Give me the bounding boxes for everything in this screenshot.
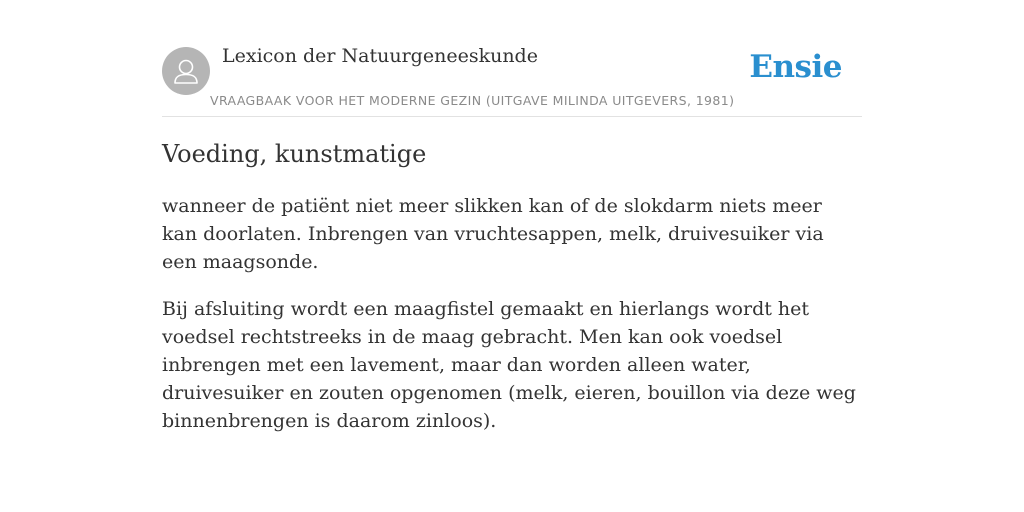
entry-term: Voeding, kunstmatige (162, 140, 427, 168)
entry-paragraph: Bij afsluiting wordt een maagfistel gemaakt en hierlangs wordt het voedsel rechtstreeks in de maag gebracht. Men kan ook voedsel inbrengen met een lavement, maar dan worden alleen water, druivesuiker en zouten opgenomen (melk, eieren, bouillon via deze weg binnenbrengen is daarom zinloos). (162, 298, 856, 432)
source-title[interactable]: Lexicon der Natuurgeneeskunde (222, 45, 538, 67)
source-avatar[interactable] (162, 47, 210, 95)
entry-paragraph: wanneer de patiënt niet meer slikken kan of de slokdarm niets meer kan doorlaten. Inbrengen van vruchtesappen, melk, druivesuiker via een maagsonde. (162, 195, 824, 273)
source-header (162, 0, 862, 117)
user-icon (162, 47, 210, 95)
entry-content (162, 138, 862, 435)
brand-logo-link[interactable]: Ensie (749, 49, 842, 85)
source-subtitle: VRAAGBAAK VOOR HET MODERNE GEZIN (UITGAVE MILINDA UITGEVERS, 1981) (210, 93, 735, 108)
